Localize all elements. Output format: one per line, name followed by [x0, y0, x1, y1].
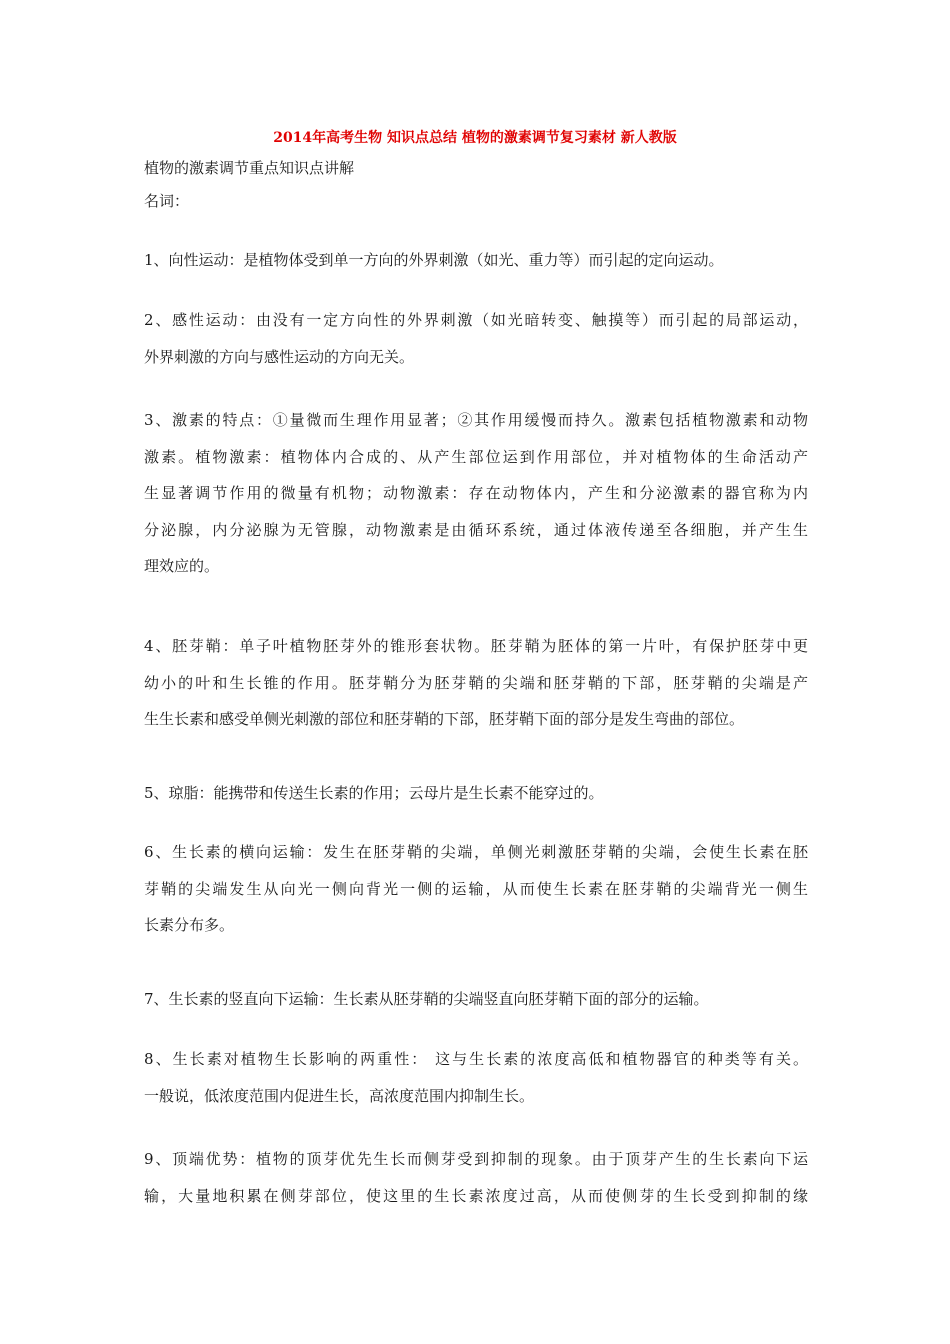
document-subtitle: 植物的激素调节重点知识点讲解	[144, 159, 355, 177]
term-line: 生显著调节作用的微量有机物；动物激素：存在动物体内，产生和分泌激素的器官称为内	[144, 484, 808, 503]
term-line: 分泌腺，内分泌腺为无管腺，动物激素是由循环系统，通过体液传递至各细胞，并产生生	[144, 520, 808, 539]
term-item-9	[144, 1141, 808, 1214]
term-line: 4、胚芽鞘：单子叶植物胚芽外的锥形套状物。胚芽鞘为胚体的第一片叶，有保护胚芽中更	[144, 637, 808, 655]
term-line: 理效应的。	[144, 557, 220, 576]
term-item-2	[144, 302, 808, 375]
term-item-8	[144, 1041, 808, 1114]
term-line: 长素分布多。	[144, 916, 235, 935]
term-line: 输，大量地积累在侧芽部位，使这里的生长素浓度过高，从而使侧芽的生长受到抑制的缘	[144, 1186, 808, 1205]
term-line: 外界刺激的方向与感性运动的方向无关。	[144, 347, 415, 366]
term-line: 6、生长素的横向运输：发生在胚芽鞘的尖端，单侧光刺激胚芽鞘的尖端，会使生长素在胚	[144, 843, 808, 861]
term-line: 3、激素的特点：①量微而生理作用显著；②其作用缓慢而持久。激素包括植物激素和动物	[144, 411, 808, 429]
term-line: 2、感性运动：由没有一定方向性的外界刺激（如光暗转变、触摸等）而引起的局部运动，	[144, 311, 808, 329]
term-line: 8、生长素对植物生长影响的两重性： 这与生长素的浓度高低和植物器官的种类等有关。	[144, 1050, 808, 1068]
term-item-1	[144, 242, 808, 279]
term-item-6	[144, 834, 808, 944]
term-item-3	[144, 402, 808, 585]
term-line: 幼小的叶和生长锥的作用。胚芽鞘分为胚芽鞘的尖端和胚芽鞘的下部，胚芽鞘的尖端是产	[144, 673, 808, 692]
term-line: 芽鞘的尖端发生从向光一侧向背光一侧的运输，从而使生长素在胚芽鞘的尖端背光一侧生	[144, 879, 808, 898]
section-label	[144, 183, 808, 220]
term-line: 1、向性运动：是植物体受到单一方向的外界刺激（如光、重力等）而引起的定向运动。	[144, 251, 724, 269]
term-item-4	[144, 628, 808, 738]
section-label-text: 名词：	[144, 192, 190, 210]
term-line: 7、生长素的竖直向下运输：生长素从胚芽鞘的尖端竖直向胚芽鞘下面的部分的运输。	[144, 990, 709, 1008]
term-line: 激素。植物激素：植物体内合成的、从产生部位运到作用部位，并对植物体的生命活动产	[144, 447, 808, 466]
term-line: 5、琼脂：能携带和传送生长素的作用；云母片是生长素不能穿过的。	[144, 784, 604, 802]
document-title: 2014年高考生物 知识点总结 植物的激素调节复习素材 新人教版	[273, 130, 677, 146]
term-item-7	[144, 981, 808, 1018]
term-line: 生生长素和感受单侧光刺激的部位和胚芽鞘的下部，胚芽鞘下面的部分是发生弯曲的部位。	[144, 710, 745, 729]
term-item-5	[144, 775, 808, 812]
term-line: 9、顶端优势：植物的顶芽优先生长而侧芽受到抑制的现象。由于顶芽产生的生长素向下运	[144, 1150, 808, 1168]
term-line: 一般说，低浓度范围内促进生长，高浓度范围内抑制生长。	[144, 1086, 535, 1105]
